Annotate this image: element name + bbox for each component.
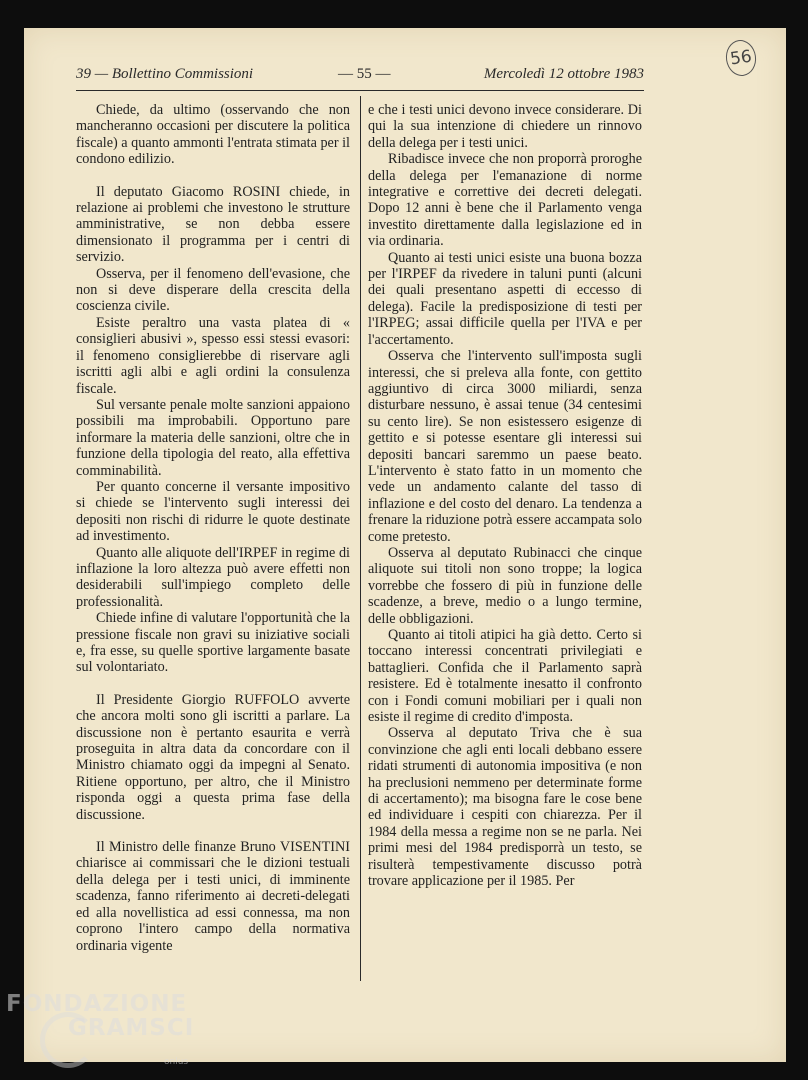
page-header — [76, 66, 644, 86]
paragraph: Per quanto concerne il versante impositivo si chiede se l'intervento sugli interessi dei depositi non rischi di ridurre le quote destinate ad investimento. — [76, 478, 350, 545]
paragraph: Ribadisce invece che non proporrà proroghe della delega per l'emanazione di norme integrative e correttive dei decreti delegati. Dopo 12 anni è bene che il Parlamento venga investito direttamente dalla legislazione ed in via ordinaria. — [368, 151, 642, 250]
paragraph: e che i testi unici devono invece considerare. Di qui la sua intenzione di chiedere un rinnovo della delega per i testi unici. — [368, 102, 642, 151]
paragraph: Esiste peraltro una vasta platea di « consiglieri abusivi », spesso essi stessi evasori: il fenomeno consiglierebbe di riservare agli iscritti agli albi e agli ordini la consulenza fiscale. — [76, 314, 350, 397]
header-publication: 39 — Bollettino Commissioni — [76, 66, 254, 82]
header-date: Mercoledì 12 ottobre 1983 — [483, 66, 644, 82]
handwritten-page-number: 56 — [724, 38, 759, 78]
watermark-line-2: GRAMSCI — [68, 1015, 195, 1041]
paragraph: Quanto ai titoli atipici ha già detto. Certo si toccano interessi concentrati privilegiati e battaglieri. Confida che il Parlamento saprà resistere. Ed è totalmente inesatto il confronto con i Fondi comuni mobiliari per i quali non esiste il regime di credito d'imposta. — [368, 627, 642, 726]
column-divider — [360, 96, 361, 981]
paragraph: Sul versante penale molte sanzioni appaiono possibili ma improbabili. Opportuno pare informare la materia delle sanzioni, oltre che in funzione della tipologia del reato, alla effettiva comminabilità. — [76, 396, 350, 479]
header-page-number: — 55 — — [338, 66, 391, 82]
paragraph: Il deputato Giacomo ROSINI chiede, in relazione ai problemi che investono le strutture amministrative, se non debba essere dimensionato il programma per i centri di servizio. — [76, 183, 350, 266]
paragraph: Osserva al deputato Triva che è sua convinzione che agli enti locali debbano essere ridati strumenti di autonomia impositiva (e non ha preclusioni nemmeno per determinate forme di accertamento); ma bisogna fare le cose bene ed individuare i cespiti con chiarezza. Per il 1984 della messa a regime non se ne parla. Nei primi mesi del 1984 predisporrà un testo, se risulterà tempestivamente discusso potrà trovare applicazione per il 1985. Per — [368, 725, 642, 890]
paragraph: Il Ministro delle finanze Bruno VISENTINI chiarisce ai commissari che le dizioni testuali della delega per i testi unici, di imminente scadenza, fanno riferimento ai decreti-delegati ed alla novellistica ad essi connessa, ma non coprono l'intero campo della normativa ordinaria vigente — [76, 839, 350, 954]
paragraph: Osserva al deputato Rubinacci che cinque aliquote sui titoli non sono troppe; la logica vorrebbe che fossero di più in funzione delle scadenze, a breve, medio o a lungo termine, delle obbligazioni. — [368, 544, 642, 627]
paragraph: Osserva che l'intervento sull'imposta sugli interessi, che si preleva alla fonte, con gettito aggiuntivo di circa 3000 miliardi, senza disturbare nessuno, è assai tenue (34 centesimi su cento lire). Se non esistessero esigenze di gettito e si potesse esentare gli interessi sui depositi bancari saremmo un paese beato. L'intervento è stato fatto in un momento che vede un andamento calante del tasso di inflazione e del costo del denaro. La tendenza a frenare la riduzione potrà essere accampata solo come pretesto. — [368, 348, 642, 545]
paragraph: Il Presidente Giorgio RUFFOLO avverte che ancora molti sono gli iscritti a parlare. La discussione non è pertanto esaurita e verrà proseguita in altra data da concordare con il Ministro chiamato oggi da impegni al Senato. Ritiene opportuno, per altro, che il Ministro risponda oggi a questa prima fase della discussione. — [76, 691, 350, 823]
header-rule — [76, 90, 644, 91]
right-column — [368, 102, 642, 890]
left-column — [76, 102, 350, 954]
paragraph: Quanto ai testi unici esiste una buona bozza per l'IRPEF da rivedere in taluni punti (alcuni dei quali presentano aspetti di eccesso di delega). Facile la predisposizione di testi per l'IRPEG; assai difficile quella per l'IVA e per l'accertamento. — [368, 249, 642, 348]
paragraph: Quanto alle aliquote dell'IRPEF in regime di inflazione la loro altezza può avere effetti non desiderabili sull'impiego completo delle professionalità. — [76, 544, 350, 610]
watermark-onlus: onlus — [164, 1057, 189, 1067]
paragraph: Chiede infine di valutare l'opportunità che la pressione fiscale non gravi su iniziative sociali e, fra esse, su quelle sportive largamente basate sul volontariato. — [76, 610, 350, 676]
paragraph: Osserva, per il fenomeno dell'evasione, che non si deve disperare della crescita della coscienza civile. — [76, 265, 350, 315]
watermark-logo — [6, 991, 195, 1067]
watermark-g-icon — [40, 1012, 96, 1068]
watermark-line-1: FONDAZIONE — [6, 991, 188, 1017]
paragraph: Chiede, da ultimo (osservando che non mancheranno occasioni per discutere la politica fiscale) a quanto ammonti l'entrata stimata per il condono edilizio. — [76, 102, 350, 168]
